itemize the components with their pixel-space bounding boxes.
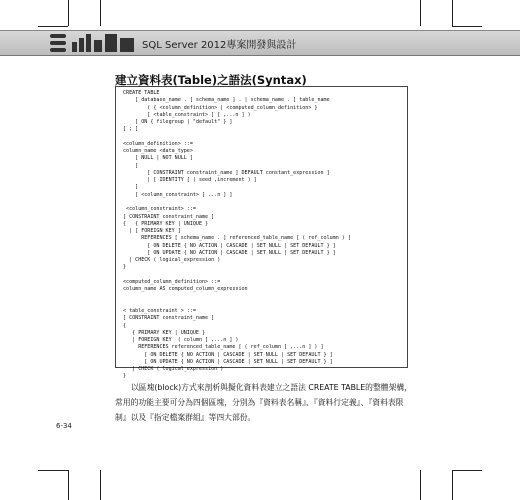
crop-mark — [38, 470, 68, 471]
crop-mark — [100, 0, 101, 26]
code-line: | FOREIGN KEY ( column [ ,...n ] ) — [123, 337, 239, 344]
code-line: | [ FOREIGN KEY ] — [123, 228, 181, 235]
body-text — [115, 380, 415, 425]
code-line: [ ON UPDATE { NO ACTION | CASCADE | SET NULL | SET DEFAULT } ] — [123, 358, 333, 365]
syntax-code-box — [115, 86, 408, 380]
code-line: [ <table_constraint> ] [ ,...n ] ) — [123, 111, 251, 118]
code-line: | CHECK ( logical_expression ) — [123, 366, 224, 373]
code-line: } — [123, 373, 127, 380]
section-title: 建立資料表(Table)之語法(Syntax) — [115, 73, 307, 87]
code-line: [ NULL | NOT NULL ] — [123, 155, 193, 162]
crop-mark — [68, 470, 69, 500]
crop-mark — [68, 0, 69, 26]
crop-mark — [452, 26, 482, 27]
code-line: { — [123, 322, 127, 329]
code-line: [ ON DELETE { NO ACTION | CASCADE | SET NULL | SET DEFAULT } ] — [123, 351, 333, 358]
code-line: { PRIMARY KEY | UNIQUE } — [123, 329, 206, 336]
code-line: } — [123, 264, 127, 271]
code-line: [ ON UPDATE { NO ACTION | CASCADE | SET NULL | SET DEFAULT } ] — [123, 249, 336, 256]
code-line: [ <column_constraint> [ ...n ] ] — [123, 191, 233, 198]
book-logo-icon — [50, 34, 140, 52]
body-paragraph: 以區塊(block)方式來剖析與擬化資料表建立之語法 CREATE TABLE的整體架構，常用的功能主要可分為四個區塊，分別為『資料表名稱』、『資料行定義』、『資料表限制』以及『指定檔案群組』等四大部份。 — [115, 383, 412, 422]
crop-mark — [452, 0, 453, 26]
code-line: <column_constraint> ::= — [123, 206, 196, 213]
code-line: { { PRIMARY KEY | UNIQUE } — [123, 220, 209, 227]
page-header — [0, 30, 520, 56]
code-line: REFERENCES referenced_table_name [ ( ref_column [ ,...n ] ) ] — [123, 344, 324, 351]
code-line: CREATE TABLE — [123, 90, 160, 96]
code-line: [ CONSTRAINT constraint_name ] — [123, 213, 215, 220]
code-line: ( { <column_definition> | <computed_column_definition> } — [123, 104, 318, 111]
code-line: [ CONSTRAINT constraint_name ] DEFAULT constant_expression ] — [123, 169, 330, 176]
code-line: [ ON DELETE { NO ACTION | CASCADE | SET NULL | SET DEFAULT } ] — [123, 242, 336, 249]
code-line: [ — [123, 162, 139, 169]
crop-mark — [38, 26, 68, 27]
code-line: column_name <data_type> — [123, 148, 193, 155]
code-line: REFERENCES [ schema_name . ] referenced_table_name [ ( ref_column ) ] — [123, 235, 351, 242]
code-line: <column_definition> ::= — [123, 140, 193, 147]
code-line: [ ON { filegroup | "default" } ] — [123, 119, 233, 126]
crop-mark — [452, 470, 482, 471]
page-number: 6-34 — [56, 422, 72, 430]
code-line: ] — [123, 184, 139, 191]
code-line: [ ; ] — [123, 126, 139, 133]
code-line: < table_constraint > ::= — [123, 307, 196, 314]
crop-mark — [420, 470, 421, 500]
code-line: [ CONSTRAINT constraint_name ] — [123, 315, 215, 322]
code-line: | CHECK ( logical_expression ) — [123, 257, 221, 264]
crop-mark — [420, 0, 421, 26]
code-line: <computed_column_definition> ::= — [123, 278, 221, 285]
code-line: column_name AS computed_column_expression — [123, 286, 248, 293]
crop-mark — [100, 470, 101, 500]
syntax-code — [116, 87, 407, 381]
code-line: [ database_name . [ schema_name ] . | schema_name . ] table_name — [123, 97, 330, 104]
header-title: SQL Server 2012專案開發與設計 — [142, 40, 297, 51]
crop-mark — [452, 470, 453, 500]
code-line: | [ IDENTITY [ ( seed ,increment ) ] — [123, 177, 257, 184]
